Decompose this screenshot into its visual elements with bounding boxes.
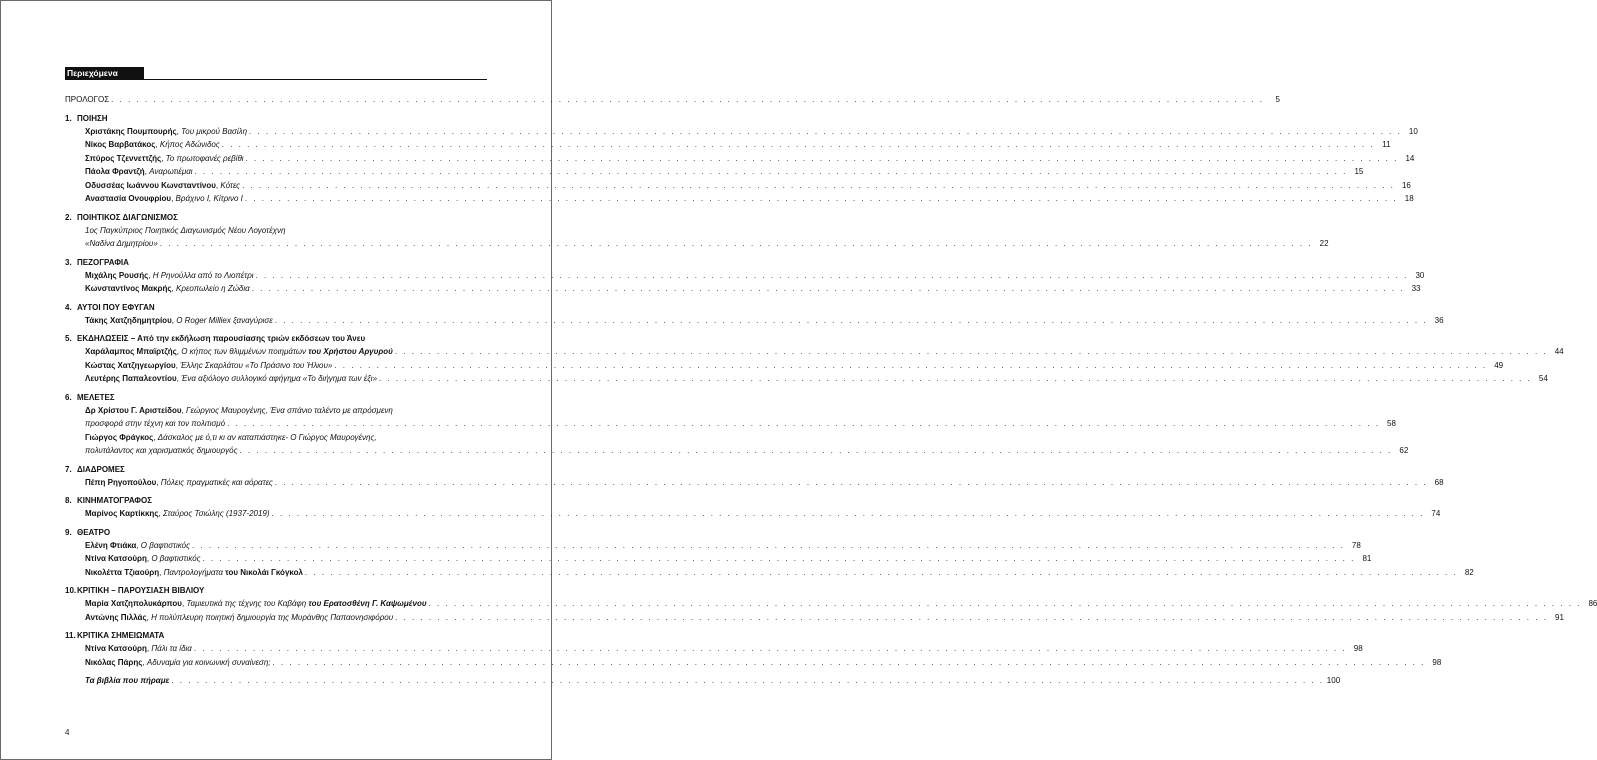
toc-entry[interactable]: Χαράλαμπος Μπαϊρτζής, Ο κήπος των θλιμμένων ποιημάτων του Χρήστου Αργυρού . . . 44 bbox=[65, 345, 489, 359]
toc-entry[interactable]: Πάολα Φραντζή, Αναρωτιέμαι . . . 15 bbox=[65, 165, 489, 179]
section-heading: 2. ΠΟΙΗΤΙΚΟΣ ΔΙΑΓΩΝΙΣΜΟΣ bbox=[65, 212, 178, 222]
contents-header bbox=[65, 67, 487, 80]
toc-entry[interactable]: Νικόλας Πάρης, Αδυναμία για κοινωνική συναίνεση; . . . 98 bbox=[65, 656, 489, 670]
table-of-contents bbox=[65, 93, 1597, 688]
toc-entry[interactable]: Ντίνα Κατσούρη, Πάλι τα ίδια . . . 98 bbox=[65, 642, 489, 656]
toc-entry[interactable]: Νικολέττα Τζιαούρη, Παντρολογήματα του Νικολάι Γκόγκολ . . . 82 bbox=[65, 566, 489, 580]
toc-entry[interactable]: Μιχάλης Ρουσής, Η Ρηνούλλα από το Λιοπέτρι . . . 30 bbox=[65, 269, 489, 283]
toc-entry[interactable]: Πέπη Ρηγοπούλου, Πόλεις πραγματικές και αόρατες . . . 68 bbox=[65, 476, 489, 490]
section-heading: 5. ΕΚΔΗΛΩΣΕΙΣ – Από την εκδήλωση παρουσίασης τριών εκδόσεων του Άνευ bbox=[65, 334, 366, 343]
toc-entry-prologue[interactable] bbox=[65, 93, 1280, 107]
toc-entry[interactable]: Κωνσταντίνος Μακρής, Κρεοπωλείο η Ζώδια . . . 33 bbox=[65, 282, 489, 296]
toc-entry[interactable]: Ντίνα Κατσούρη, Ο βαφτιστικός . . . 81 bbox=[65, 552, 489, 566]
toc-entry[interactable]: 1ος Παγκύπριος Ποιητικός Διαγωνισμός Νέου Λογοτέχνη «Ναδίνα Δημητρίου» . . . 22 bbox=[65, 224, 489, 251]
section-heading: 1. ΠΟΙΗΣΗ bbox=[65, 113, 108, 123]
toc-entry[interactable]: Αναστασία Ονουφρίου, Βράχινο Ι, Κίτρινο Ι . . . 18 bbox=[65, 192, 489, 206]
section-heading: 11. ΚΡΙΤΙΚΑ ΣΗΜΕΙΩΜΑΤΑ bbox=[65, 631, 165, 640]
toc-entry[interactable]: Χριστάκης Πουμπουρής, Του μικρού Βασίλη . . . 10 bbox=[65, 125, 489, 139]
section-heading: 6. ΜΕΛΕΤΕΣ bbox=[65, 392, 115, 402]
toc-entry-title: ΠΡΟΛΟΓΟΣ bbox=[65, 95, 110, 104]
section-heading: 10. ΚΡΙΤΙΚΗ – ΠΑΡΟΥΣΙΑΣΗ ΒΙΒΛΙΟΥ bbox=[65, 586, 205, 595]
page-number: 4 bbox=[65, 728, 70, 737]
toc-entry[interactable]: Νίκος Βαρβατάκος, Κήπος Αδώνιδος . . . 11 bbox=[65, 138, 489, 152]
toc-entry[interactable]: Ελένη Φτιάκα, Ο βαφτιστικός . . . 78 bbox=[65, 539, 489, 553]
toc-entry[interactable]: Σπύρος Τζεννεττζής, Το πρωτοφανές ρεβίθι . . . 14 bbox=[65, 152, 489, 166]
toc-page-number: 5 bbox=[1275, 95, 1280, 104]
toc-entry[interactable]: Μαρία Χατζηπολυκάρπου, Ταμιευτικά της τέχνης του Καβάφη του Ερατοσθένη Γ. Καψωμένου . . . 86 bbox=[65, 597, 489, 611]
toc-entry[interactable]: Λευτέρης Παπαλεοντίου, Ένα αξιόλογο συλλογικό αφήγημα «Το διήγημα των έξι» . . . 54 bbox=[65, 372, 489, 386]
toc-entry[interactable]: Γιώργος Φράγκος, Δάσκαλος με ό,τι κι αν καταπιάστηκε- Ο Γιώργος Μαυρογένης, πολυτάλαντος και χαρισματικός δημιουργός . . . 62 bbox=[65, 431, 489, 458]
toc-entry[interactable]: Αντώνης Πιλλάς, Η πολύπλευρη ποιητική δημιουργία της Μυράνθης Παπαονησιφόρου . . . 91 bbox=[65, 611, 489, 625]
toc-entry[interactable]: Κώστας Χατζηγεωργίου, Έλληc Σκαρλάτου «Το Πράσινο του Ήλιου» . . . 49 bbox=[65, 359, 489, 373]
toc-entry-books-received[interactable]: Τα βιβλία που πήραμε . . . 100 bbox=[65, 674, 489, 688]
section-heading: 7. ΔΙΑΔΡΟΜΕΣ bbox=[65, 464, 125, 474]
section-heading: 4. ΑΥΤΟΙ ΠΟΥ ΕΦΥΓΑΝ bbox=[65, 302, 155, 312]
section-heading: 3. ΠΕΖΟΓΡΑΦΙΑ bbox=[65, 257, 129, 267]
toc-entry[interactable]: Μαρίνος Καρτίκκης, Σταύρος Τσιώλης (1937-2019) . . . 74 bbox=[65, 507, 489, 521]
section-heading: 8. ΚΙΝΗΜΑΤΟΓΡΑΦΟΣ bbox=[65, 496, 152, 505]
toc-entry[interactable]: Τάκης Χατζηδημητρίου, Ο Roger Milliex ξαναγύρισε . . . 36 bbox=[65, 314, 489, 328]
toc-entry[interactable]: Οδυσσέας Ιωάννου Κωνσταντίνου, Κότες . . . 16 bbox=[65, 179, 489, 193]
contents-header-label: Περιεχόμενα bbox=[65, 67, 144, 79]
section-heading: 9. ΘΕΑΤΡΟ bbox=[65, 527, 111, 537]
toc-entry[interactable]: Δρ Χρίστου Γ. Αριστείδου, Γεώργιος Μαυρογένης, Ένα σπάνιο ταλέντο με απρόσμενη προσφορά στην τέχνη και τον πολιτισμό . . . 58 bbox=[65, 404, 489, 431]
